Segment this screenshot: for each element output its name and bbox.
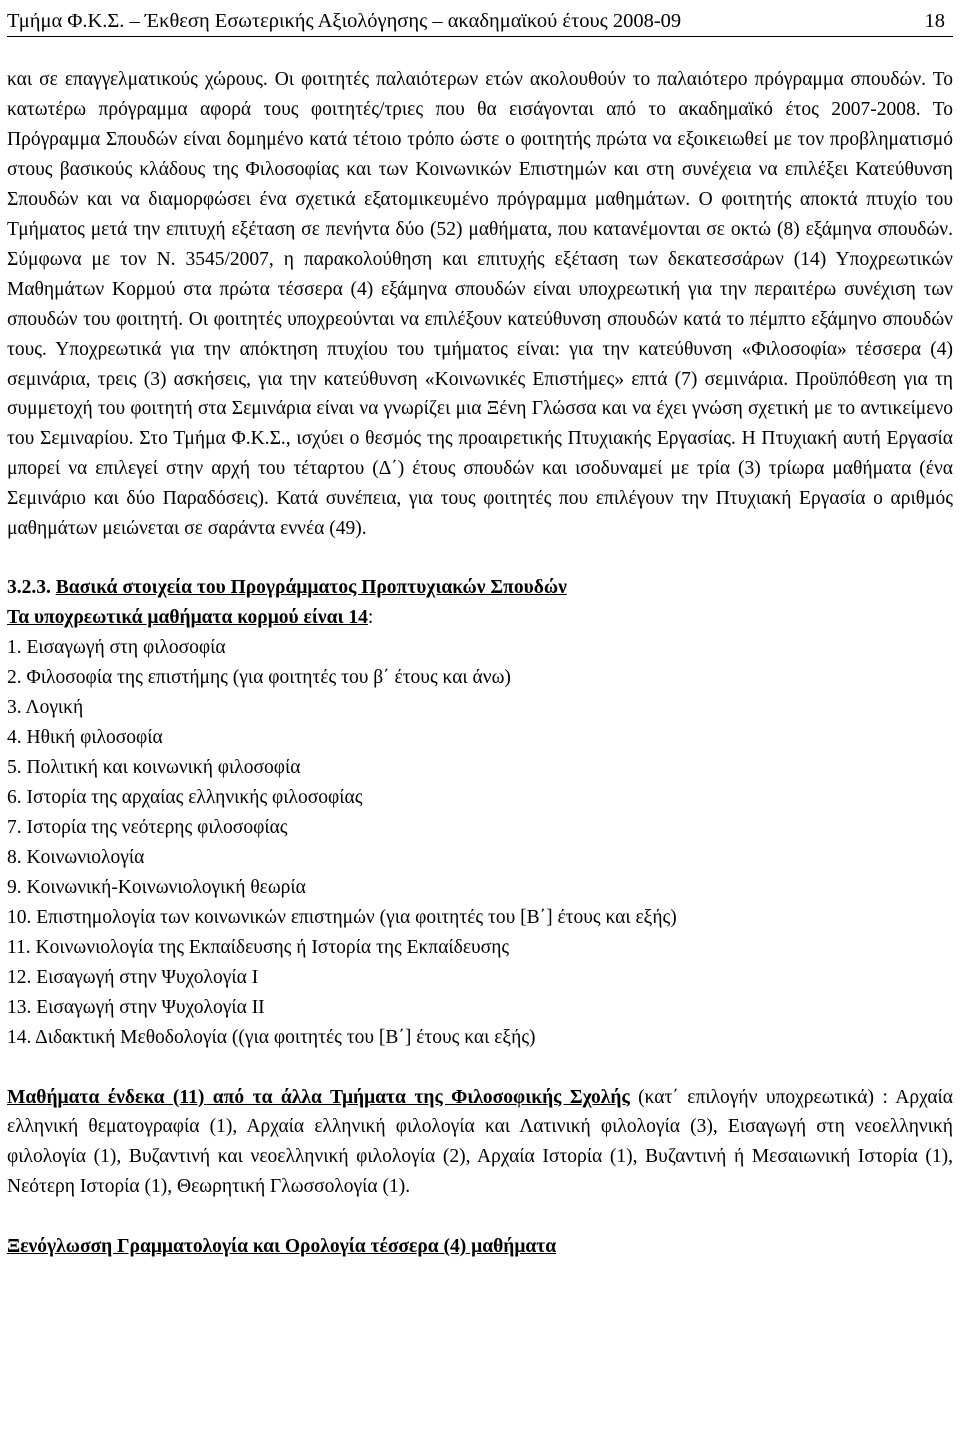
section-title: Βασικά στοιχεία του Προγράμματος Προπτυχιακών Σπουδών [55, 577, 567, 599]
list-item: 6. Ιστορία της αρχαίας ελληνικής φιλοσοφίας [7, 786, 363, 808]
list-item: 11. Κοινωνιολογία της Εκπαίδευσης ή Ιστορία της Εκπαίδευσης [7, 936, 510, 958]
body-paragraph: και σε επαγγελματικούς χώρους. Οι φοιτητές παλαιότερων ετών ακολουθούν το παλαιότερο πρόγραμμα σπουδών. Το κατωτέρω πρόγραμμα αφορά τους φοιτητές/τριες που θα εισάγονται από το ακαδημαϊκό έτος 2007-2008. Το Πρόγραμμα Σπουδών είναι δομημένο κατά τέτοιο τρόπο ώστε ο φοιτητής πρώτα να εξοικειωθεί με τον προβληματισμό στους βασικούς κλάδους της Φιλοσοφίας και των Κοινωνικών Επιστημών και στη συνέχεια να επιλέξει Κατεύθυνση Σπουδών και να διαμορφώσει ένα σχετικά εξατομικευμένο πρόγραμμα μαθημάτων. Ο φοιτητής αποκτά πτυχίο του Τμήματος μετά την επιτυχή εξέταση σε πενήντα δύο (52) μαθήματα, που κατανέμονται σε οκτώ (8) εξάμηνα σπουδών. Σύμφωνα με τον Ν. 3545/2007, η παρακολούθηση και επιτυχής εξέταση των δεκατεσσάρων (14) Υποχρεωτικών Μαθημάτων Κορμού στα πρώτα τέσσερα (4) εξάμηνα σπουδών είναι υποχρεωτική για την περαιτέρω συνέχιση των σπουδών του φοιτητή. Οι φοιτητές υποχρεούνται να επιλέξουν κατεύθυνση σπουδών κατά το πέμπτο εξάμηνο σπουδών τους. Υποχρεωτικά για την απόκτηση πτυχίου του τμήματος είναι: για την κατεύθυνση «Φιλοσοφία» τέσσερα (4) σεμινάρια, τρεις (3) ασκήσεις, για την κατεύθυνση «Κοινωνικές Επιστήμες» επτά (7) σεμινάρια. Προϋπόθεση για τη συμμετοχή του φοιτητή στα Σεμινάρια είναι να γνωρίζει μια Ξένη Γλώσσα και να έχει γνώση σχετική με το αντικείμενο του Σεμιναρίου. Στο Τμήμα Φ.Κ.Σ., ισχύει ο θεσμός της προαιρετικής Πτυχιακής Εργασίας. Η Πτυχιακή αυτή Εργασία μπορεί να επιλεγεί στην αρχή του τέταρτου (Δ΄) έτους σπουδών και ισοδυναμεί με τρία (3) τρίωρα μαθήματα (ένα Σεμινάριο και δύο Παραδόσεις). Κατά συνέπεια, για τους φοιτητές που επιλέγουν την Πτυχιακή Εργασία ο αριθμός μαθημάτων μειώνεται σε σαράντα εννέα (49). [7, 69, 953, 540]
section-heading [7, 573, 953, 633]
list-item: 14. Διδακτική Μεθοδολογία ((για φοιτητές του [Β΄] έτους και εξής) [7, 1026, 536, 1048]
electives-text: (κατ΄ επιλογήν υποχρεωτικά) : Αρχαία ελληνική θεματογραφία (1), Αρχαία ελληνική φιλολογία και Λατινική φιλολογία (3), Εισαγωγή στη νεοελληνική φιλολογία (1), Βυζαντινή και νεοελληνική φιλολογία (2), Αρχαία Ιστορία (1), Βυζαντινή ή Μεσαιωνική Ιστορία (1), Νεότερη Ιστορία (1), Θεωρητική Γλωσσολογία (1). [7, 1086, 953, 1198]
list-item: 4. Ηθική φιλοσοφία [7, 727, 163, 749]
foreign-language-heading: Ξενόγλωσση Γραμματολογία και Ορολογία τέσσερα (4) μαθήματα [7, 1236, 557, 1258]
core-courses-heading: Τα υποχρεωτικά μαθήματα κορμού είναι 14 [7, 607, 368, 629]
section-number: 3.2.3. [7, 577, 51, 599]
list-item: 8. Κοινωνιολογία [7, 846, 145, 868]
list-item: 3. Λογική [7, 697, 84, 719]
page-number: 18 [924, 10, 945, 32]
core-courses-list [7, 633, 953, 1052]
page-header [7, 6, 953, 37]
list-item: 13. Εισαγωγή στην Ψυχολογία ΙΙ [7, 996, 265, 1018]
list-item: 10. Επιστημολογία των κοινωνικών επιστημών (για φοιτητές του [Β΄] έτους και εξής) [7, 906, 677, 928]
list-item: 12. Εισαγωγή στην Ψυχολογία Ι [7, 966, 259, 988]
list-item: 1. Εισαγωγή στη φιλοσοφία [7, 637, 226, 659]
list-item: 2. Φιλοσοφία της επιστήμης (για φοιτητές του β΄ έτους και άνω) [7, 667, 511, 689]
list-item: 7. Ιστορία της νεότερης φιλοσοφίας [7, 816, 288, 838]
header-title: Τμήμα Φ.Κ.Σ. – Έκθεση Εσωτερικής Αξιολόγησης – ακαδημαϊκού έτους 2008-09 [7, 10, 682, 32]
electives-heading: Μαθήματα ένδεκα (11) από τα άλλα Τμήματα της Φιλοσοφικής Σχολής [7, 1086, 630, 1108]
electives-paragraph [7, 1083, 953, 1203]
list-item: 5. Πολιτική και κοινωνική φιλοσοφία [7, 756, 301, 778]
core-heading-colon: : [367, 607, 374, 629]
document-page [0, 6, 960, 1452]
list-item: 9. Κοινωνική-Κοινωνιολογική θεωρία [7, 876, 306, 898]
